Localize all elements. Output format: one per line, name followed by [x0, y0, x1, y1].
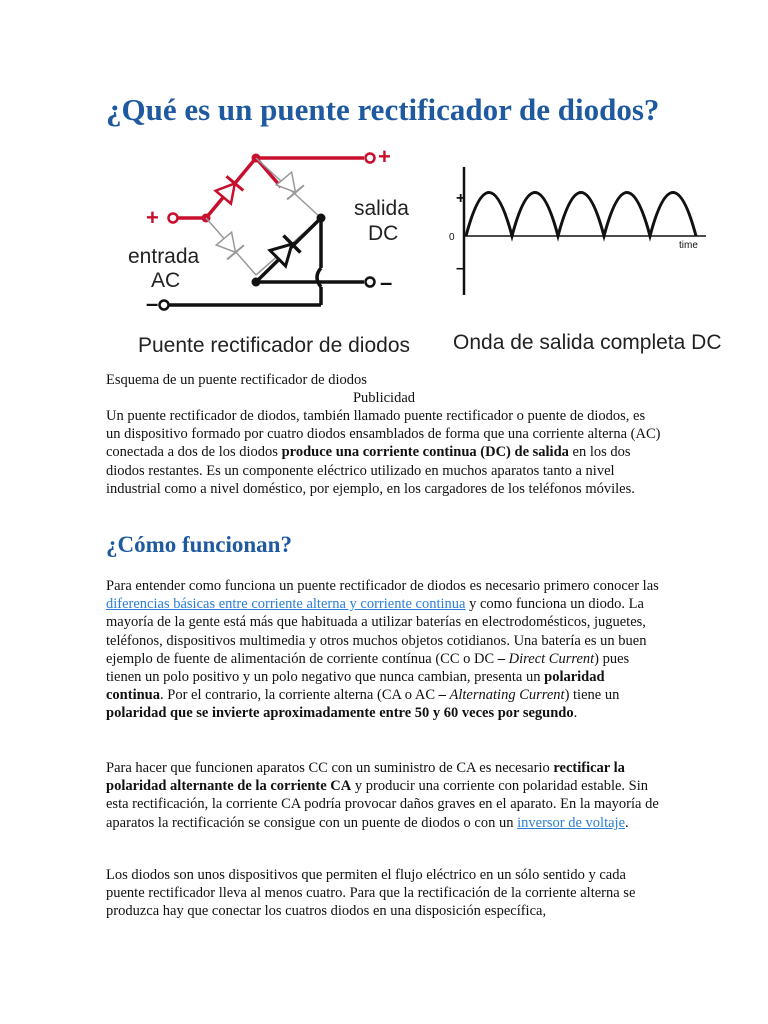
p2-text-a: Para entender como funciona un puente rectificador de diodos es necesario primero conocer las: [106, 578, 659, 594]
waveform-label: Onda de salida completa DC: [453, 331, 722, 354]
output-minus-label: –: [380, 270, 393, 295]
diode-grey-top-icon: [276, 172, 304, 200]
p2-text-b: y como funciona un diodo. La mayoría de la gente está más que habituada a utilizar baterías en electrodomésticos, juguetes, teléfonos, dispositivos multimedia y otros muchos objetos cotidianos. Una batería es un buen ejemplo de fuente de alimentación de corriente contínua (CC o DC: [106, 596, 647, 667]
paragraph-how-it-works: [106, 577, 662, 723]
dc-waveform-plot: [449, 167, 706, 295]
ad-label: Publicidad: [352, 390, 416, 406]
p1-text-a: Un puente rectificador de diodos, también llamado puente rectificador o puente de diodos, es un dispositivo formado por cuatro diodos ensamblados de forma que una corriente alterna (AC) conectada a dos de los diodos: [106, 408, 661, 461]
link-voltage-inverter[interactable]: inversor de voltaje: [517, 814, 626, 831]
figure-caption: Esquema de un puente rectificador de diodos: [106, 372, 367, 388]
section-heading: ¿Cómo funcionan?: [106, 532, 292, 557]
p3-text-a: Para hacer que funcionen aparatos CC con un suministro de CA es necesario: [106, 760, 554, 776]
paragraph-diodes: Los diodos son unos dispositivos que permiten el flujo eléctrico en un sólo sentido y cada puente rectificador lleva al menos cuatro. Para que la rectificación de la corriente alterna se produzca hay que conectar los cuatros diodos en una disposición específica,: [106, 867, 636, 920]
p2-text-g: ) tiene un: [564, 687, 620, 704]
p1-text-c: en los dos diodos restantes. Es un componente eléctrico utilizado en muchos aparatos tanto a nivel industrial como a nivel doméstico, por ejemplo, en los cargadores de los teléfonos móviles.: [106, 444, 635, 497]
p2-dash-1: –: [497, 650, 506, 667]
link-ac-dc-differences[interactable]: diferencias básicas entre corriente alterna y corriente continua: [106, 596, 466, 613]
p2-alternating-current: Alternating Current: [449, 687, 565, 704]
wave-zero-label: 0: [449, 232, 455, 243]
p2-dash-2: –: [438, 687, 446, 704]
input-plus-label: +: [146, 205, 159, 230]
wave-minus-label: –: [456, 260, 465, 277]
p2-bold-2: polaridad que se invierte aproximadamente entre 50 y 60 veces por segundo: [106, 705, 574, 722]
p2-text-e: . Por el contrario, la corriente alterna (CA o AC: [160, 687, 439, 704]
paragraph-intro: [106, 407, 662, 498]
p2-text-h: .: [573, 705, 578, 722]
p2-bold-1: polaridad continua: [106, 669, 605, 704]
rectifier-diagram: [106, 145, 726, 367]
input-minus-label: –: [146, 291, 159, 316]
red-wiring: [178, 158, 364, 218]
output-label-1: salida: [354, 197, 409, 220]
p3-text-b: y producir una corriente con polaridad estable. Sin esta rectificación, la corriente CA podría provocar daños graves en el aparato. En la mayoría de aparatos la rectificación se consigue con un puente de diodos o con un: [106, 778, 659, 831]
input-label-2: AC: [151, 269, 181, 292]
output-label-2: DC: [368, 222, 399, 245]
paragraph-rectification: [106, 759, 662, 832]
p1-bold: produce una corriente continua (DC) de salida: [281, 444, 569, 461]
page-title: ¿Qué es un puente rectificador de diodos?: [106, 92, 660, 127]
p2-direct-current: Direct Current: [508, 650, 595, 667]
p3-bold: rectificar la polaridad alternante de la corriente CA: [106, 760, 625, 795]
p3-text-c: .: [625, 814, 629, 831]
rectifier-figure: [106, 145, 726, 367]
output-plus-label: +: [378, 145, 391, 169]
wave-plus-label: +: [456, 190, 466, 207]
input-label-1: entrada: [128, 245, 200, 268]
bridge-diagram-label: Puente rectificador de diodos: [138, 334, 411, 357]
p2-text-d: ) pues tienen un polo positivo y un polo negativo que nunca cambian, presenta un: [106, 650, 630, 686]
wave-time-label: time: [679, 240, 698, 251]
